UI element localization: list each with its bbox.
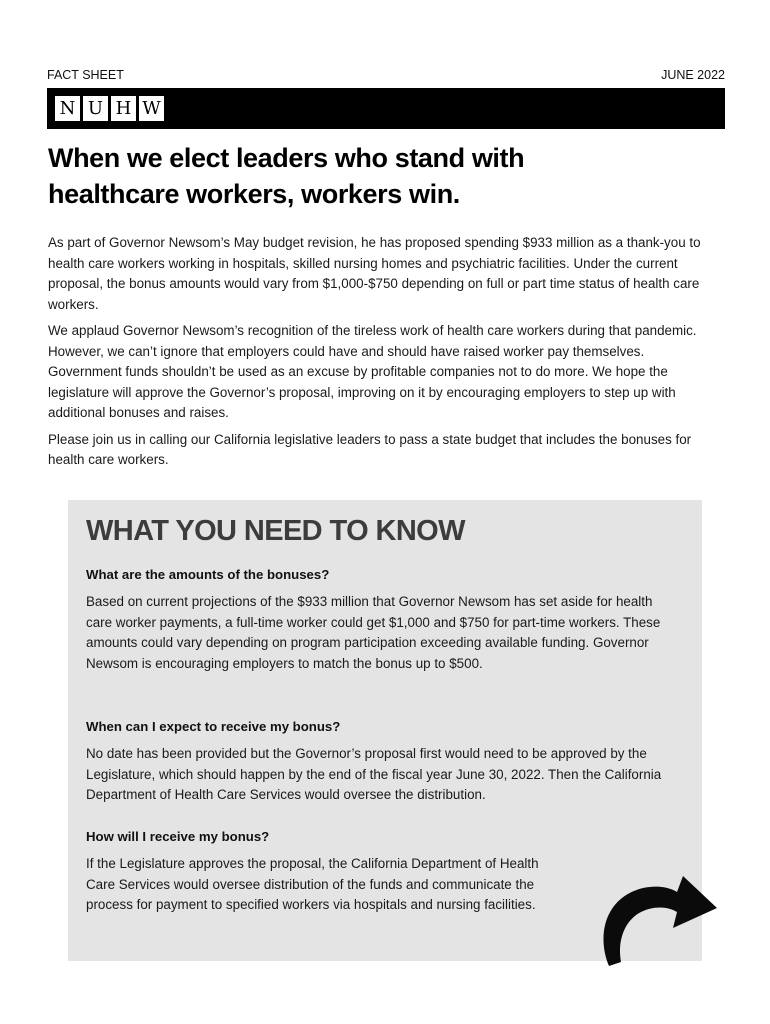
panel-title: WHAT YOU NEED TO KNOW bbox=[86, 515, 465, 547]
logo-letter: W bbox=[139, 96, 164, 121]
question: How will I receive my bonus? bbox=[86, 829, 270, 844]
curved-arrow-icon bbox=[595, 858, 720, 970]
fact-sheet-label: FACT SHEET bbox=[47, 68, 124, 82]
intro-paragraph: Please join us in calling our California legislative leaders to pass a state budget that includes the bonuses for health care workers. bbox=[48, 431, 692, 467]
question: What are the amounts of the bonuses? bbox=[86, 567, 330, 582]
nuhw-logo bbox=[55, 96, 167, 122]
header-banner bbox=[47, 88, 725, 129]
top-line bbox=[47, 68, 725, 84]
answer: No date has been provided but the Governor’s proposal first would need to be approved by the Legislature, which should happen by the end of the fiscal year June 30, 2022. Then the California Department of Health Care Services would oversee the distribution. bbox=[86, 746, 662, 802]
question: When can I expect to receive my bonus? bbox=[86, 719, 341, 734]
intro-text bbox=[48, 233, 718, 477]
intro-paragraph: As part of Governor Newsom’s May budget revision, he has proposed spending $933 million as a thank-you to health care workers working in hospitals, skilled nursing homes and psychiatric facilities. Under the current proposal, the bonus amounts would vary from $1,000-$750 depending on full or part time status of health care workers. bbox=[48, 235, 701, 312]
logo-letter: U bbox=[83, 96, 108, 121]
qa-item bbox=[86, 718, 671, 806]
answer: If the Legislature approves the proposal, the California Department of Health Care Services would oversee distribution of the funds and communicate the process for payment to specified workers via hospitals and nursing facilities. bbox=[86, 856, 539, 912]
intro-paragraph: We applaud Governor Newsom’s recognition of the tireless work of health care workers during that pandemic. However, we can’t ignore that employers could have and should have raised worker pay themselves. Government funds shouldn’t be used as an excuse by profitable companies not to do more. We hope the legislature will approve the Governor’s proposal, improving on it by encouraging employers to step up with additional bonuses and raises. bbox=[48, 323, 697, 420]
qa-item bbox=[86, 828, 566, 916]
qa-item bbox=[86, 566, 671, 674]
answer: Based on current projections of the $933 million that Governor Newsom has set aside for health care worker payments, a full-time worker could get $1,000 and $750 for part-time workers. These amounts could vary depending on program participation exceeding available funding. Governor Newsom is encouraging employers to match the bonus up to $500. bbox=[86, 594, 661, 671]
date-label: JUNE 2022 bbox=[661, 68, 725, 82]
headline: When we elect leaders who stand with healthcare workers, workers win. bbox=[48, 143, 525, 209]
logo-letter: N bbox=[55, 96, 80, 121]
logo-letter: H bbox=[111, 96, 136, 121]
